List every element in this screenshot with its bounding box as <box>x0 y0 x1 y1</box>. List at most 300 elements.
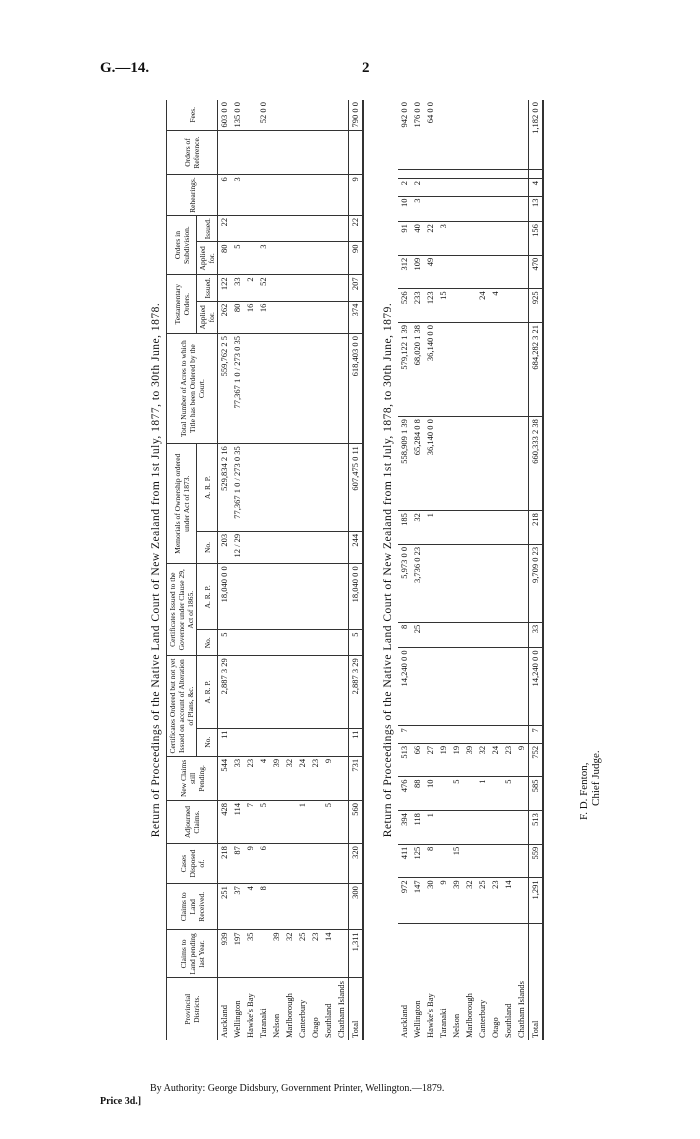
value-cell <box>515 511 529 545</box>
table-row <box>322 100 335 1040</box>
value-cell <box>489 255 502 289</box>
value-cell: 559 <box>529 844 544 878</box>
value-cell <box>489 179 502 197</box>
value-cell <box>296 301 309 333</box>
value-cell: 5 <box>322 800 335 843</box>
value-cell <box>515 196 529 222</box>
value-cell <box>231 728 244 756</box>
value-cell: 22 <box>349 215 364 242</box>
value-cell <box>270 564 283 630</box>
value-cell: 411 <box>398 844 411 878</box>
col-received: Claims to Land Received. <box>167 884 218 930</box>
value-cell: 731 <box>349 756 364 800</box>
value-cell: 526 <box>398 289 411 323</box>
value-cell <box>489 323 502 417</box>
value-cell: 125 <box>411 844 424 878</box>
table-row <box>231 100 244 1040</box>
value-cell: 32 <box>283 930 296 978</box>
value-cell <box>489 622 502 648</box>
value-cell: 32 <box>463 878 476 924</box>
value-cell <box>424 169 437 178</box>
value-cell <box>309 656 322 728</box>
value-cell <box>476 417 489 511</box>
value-cell: 752 <box>529 743 544 777</box>
col-rehearings: Rehearings. <box>167 175 218 216</box>
value-cell <box>322 728 335 756</box>
value-cell <box>335 728 349 756</box>
value-cell: 80 <box>218 242 232 275</box>
value-cell: 14 <box>322 930 335 978</box>
value-cell: 25 <box>476 878 489 924</box>
value-cell <box>437 648 450 726</box>
value-cell <box>502 179 515 197</box>
value-cell <box>476 648 489 726</box>
sub-no: No. <box>197 531 218 563</box>
value-cell <box>296 100 309 130</box>
value-cell <box>502 844 515 878</box>
value-cell <box>463 777 476 811</box>
value-cell <box>349 130 364 175</box>
value-cell <box>335 756 349 800</box>
value-cell <box>489 844 502 878</box>
value-cell: 27 <box>424 743 437 777</box>
value-cell: 8 <box>398 622 411 648</box>
value-cell <box>283 215 296 242</box>
value-cell <box>450 417 463 511</box>
value-cell <box>502 222 515 256</box>
value-cell <box>231 630 244 656</box>
value-cell <box>270 630 283 656</box>
value-cell: 428 <box>218 800 232 843</box>
value-cell <box>515 179 529 197</box>
value-cell: 1 <box>424 511 437 545</box>
sub-issued: Issued. <box>197 215 218 242</box>
value-cell <box>502 726 515 744</box>
value-cell: 374 <box>349 301 364 333</box>
value-cell <box>463 511 476 545</box>
district-cell: Canterbury <box>297 999 307 1038</box>
value-cell <box>450 169 463 178</box>
value-cell <box>489 811 502 845</box>
value-cell: 23 <box>309 756 322 800</box>
printer-footer: By Authority: George Didsbury, Government Printer, Wellington.—1879. <box>150 1083 445 1094</box>
signature-title: Chief Judge. <box>590 750 602 806</box>
value-cell <box>463 417 476 511</box>
value-cell <box>231 215 244 242</box>
value-cell <box>463 255 476 289</box>
value-cell <box>515 417 529 511</box>
value-cell <box>437 179 450 197</box>
value-cell: 13 <box>529 196 544 222</box>
value-cell <box>296 215 309 242</box>
value-cell <box>231 130 244 175</box>
value-cell: 262 <box>218 301 232 333</box>
table-row <box>257 100 270 1040</box>
value-cell <box>424 726 437 744</box>
value-cell <box>450 255 463 289</box>
col-adjourned: Adjourned Claims. <box>167 800 218 843</box>
value-cell <box>335 175 349 216</box>
value-cell: 8 <box>257 884 270 930</box>
value-cell: 203 <box>218 531 232 563</box>
value-cell: 10 <box>424 777 437 811</box>
value-cell: 22 <box>218 215 232 242</box>
value-cell: 33 <box>231 275 244 301</box>
table-row <box>283 100 296 1040</box>
table-row <box>502 100 515 1040</box>
value-cell <box>515 648 529 726</box>
value-cell <box>476 100 489 169</box>
value-cell <box>322 656 335 728</box>
value-cell: 135 0 0 <box>231 100 244 130</box>
value-cell <box>450 289 463 323</box>
value-cell: 68,020 1 38 <box>411 323 424 417</box>
value-cell <box>437 169 450 178</box>
value-cell <box>515 222 529 256</box>
doc-code: G.—14. <box>100 60 150 76</box>
table-row <box>476 100 489 1040</box>
value-cell <box>437 622 450 648</box>
value-cell <box>309 130 322 175</box>
value-cell: 1,291 <box>529 878 544 924</box>
value-cell <box>283 175 296 216</box>
value-cell: 18,040 0 0 <box>218 564 232 630</box>
value-cell <box>270 800 283 843</box>
value-cell <box>489 100 502 169</box>
value-cell: 513 <box>529 811 544 845</box>
value-cell: 942 0 0 <box>398 100 411 169</box>
value-cell: 9 <box>244 844 257 884</box>
value-cell <box>322 884 335 930</box>
price: Price 3d.] <box>100 1096 142 1107</box>
value-cell <box>257 130 270 175</box>
value-cell <box>476 196 489 222</box>
value-cell <box>322 630 335 656</box>
value-cell <box>270 242 283 275</box>
table-row <box>296 100 309 1040</box>
value-cell: 6 <box>257 844 270 884</box>
table-row <box>437 100 450 1040</box>
value-cell <box>257 728 270 756</box>
value-cell: 300 <box>349 884 364 930</box>
value-cell: 5 <box>349 630 364 656</box>
value-cell: 16 <box>244 301 257 333</box>
value-cell: 618,403 0 0 <box>349 333 364 443</box>
value-cell <box>515 622 529 648</box>
value-cell <box>515 726 529 744</box>
value-cell <box>257 656 270 728</box>
district-cell: Wellington <box>412 1000 422 1038</box>
value-cell <box>489 222 502 256</box>
value-cell <box>411 726 424 744</box>
value-cell <box>463 196 476 222</box>
value-cell <box>309 444 322 532</box>
col-new-pending: New Claims still Pending. <box>167 756 218 800</box>
value-cell: 207 <box>349 275 364 301</box>
value-cell: 40 <box>411 222 424 256</box>
value-cell <box>270 301 283 333</box>
value-cell <box>270 728 283 756</box>
value-cell <box>489 777 502 811</box>
value-cell <box>296 333 309 443</box>
district-cell: Southland <box>323 1003 333 1038</box>
value-cell <box>529 169 544 178</box>
value-cell: 8 <box>424 844 437 878</box>
value-cell: 2 <box>411 179 424 197</box>
value-cell <box>515 811 529 845</box>
value-cell: 251 <box>218 884 232 930</box>
sub-applied: Applied for. <box>197 242 218 275</box>
value-cell: 529,834 2 16 <box>218 444 232 532</box>
value-cell: 39 <box>270 930 283 978</box>
value-cell: 5 <box>450 777 463 811</box>
value-cell: 9 <box>349 175 364 216</box>
value-cell <box>296 728 309 756</box>
value-cell: 1 <box>296 800 309 843</box>
value-cell: 15 <box>437 289 450 323</box>
value-cell: 312 <box>398 255 411 289</box>
value-cell <box>450 811 463 845</box>
table-row <box>270 100 283 1040</box>
value-cell <box>437 811 450 845</box>
value-cell <box>270 175 283 216</box>
value-cell <box>244 333 257 443</box>
value-cell: 5 <box>218 630 232 656</box>
value-cell <box>476 511 489 545</box>
value-cell <box>476 179 489 197</box>
value-cell <box>411 169 424 178</box>
value-cell <box>476 811 489 845</box>
value-cell <box>463 648 476 726</box>
value-cell <box>244 100 257 130</box>
col-reference: Orders of Reference. <box>167 130 218 175</box>
value-cell <box>296 444 309 532</box>
signature <box>578 750 602 820</box>
value-cell <box>476 726 489 744</box>
value-cell <box>244 444 257 532</box>
district-cell: Total <box>349 978 364 1040</box>
value-cell <box>502 648 515 726</box>
value-cell: 24 <box>476 289 489 323</box>
value-cell <box>502 169 515 178</box>
value-cell <box>515 777 529 811</box>
value-cell <box>283 728 296 756</box>
district-cell: Hawke's Bay <box>245 993 255 1038</box>
value-cell <box>244 242 257 275</box>
col-testamentary: Testamentary Orders. <box>167 275 197 334</box>
value-cell: 77,367 1 0 / 273 0 35 <box>231 444 244 532</box>
value-cell <box>283 656 296 728</box>
value-cell <box>296 242 309 275</box>
value-cell <box>463 289 476 323</box>
value-cell <box>335 844 349 884</box>
col-subdivision: Orders in Subdivision. <box>167 215 197 274</box>
value-cell <box>515 323 529 417</box>
value-cell: 33 <box>529 622 544 648</box>
value-cell: 5,973 0 0 <box>398 544 411 622</box>
value-cell <box>450 179 463 197</box>
value-cell: 218 <box>529 511 544 545</box>
value-cell: 123 <box>424 289 437 323</box>
col-total-acres: Total Number of Acres to which Title has been Ordered by the Court. <box>167 333 218 443</box>
value-cell <box>283 100 296 130</box>
value-cell: 22 <box>424 222 437 256</box>
value-cell: 156 <box>529 222 544 256</box>
value-cell: 32 <box>476 743 489 777</box>
value-cell <box>283 130 296 175</box>
value-cell <box>437 100 450 169</box>
value-cell: 9 <box>322 756 335 800</box>
value-cell <box>424 648 437 726</box>
value-cell: 476 <box>398 777 411 811</box>
value-cell <box>283 844 296 884</box>
value-cell: 14 <box>502 878 515 924</box>
value-cell <box>424 196 437 222</box>
sub-issued: Issued. <box>197 275 218 301</box>
sub-arp: A. R. P. <box>197 656 218 728</box>
value-cell: 925 <box>529 289 544 323</box>
value-cell <box>335 444 349 532</box>
value-cell <box>502 255 515 289</box>
value-cell <box>322 333 335 443</box>
value-cell <box>437 777 450 811</box>
table-row <box>411 100 424 1040</box>
value-cell: 39 <box>450 878 463 924</box>
value-cell <box>489 648 502 726</box>
value-cell <box>309 564 322 630</box>
value-cell: 37 <box>231 884 244 930</box>
value-cell <box>283 531 296 563</box>
value-cell: 52 0 0 <box>257 100 270 130</box>
value-cell <box>322 844 335 884</box>
value-cell <box>335 531 349 563</box>
value-cell: 9,709 0 23 <box>529 544 544 622</box>
value-cell <box>450 726 463 744</box>
district-cell: Nelson <box>271 1013 281 1038</box>
value-cell <box>283 242 296 275</box>
value-cell: 30 <box>424 878 437 924</box>
table-row <box>309 100 322 1040</box>
district-cell: Hawke's Bay <box>425 993 435 1038</box>
value-cell <box>437 323 450 417</box>
district-cell: Wellington <box>232 1000 242 1038</box>
value-cell: 12 / 29 <box>231 531 244 563</box>
returns-table-1878 <box>398 100 544 1040</box>
value-cell <box>450 100 463 169</box>
col-pending: Claims to Land pending last Year. <box>167 930 218 978</box>
district-cell: Taranaki <box>258 1008 268 1038</box>
value-cell <box>296 844 309 884</box>
value-cell <box>283 564 296 630</box>
value-cell <box>322 301 335 333</box>
total-row <box>349 100 364 1040</box>
value-cell <box>296 884 309 930</box>
district-cell: Total <box>529 924 544 1040</box>
district-cell: Auckland <box>399 1004 409 1038</box>
value-cell: 147 <box>411 878 424 924</box>
value-cell: 4 <box>529 179 544 197</box>
value-cell: 3 <box>257 242 270 275</box>
value-cell <box>309 884 322 930</box>
value-cell: 939 <box>218 930 232 978</box>
district-cell: Nelson <box>451 1013 461 1038</box>
value-cell <box>476 544 489 622</box>
value-cell <box>476 844 489 878</box>
value-cell: 90 <box>349 242 364 275</box>
value-cell: 3 <box>411 196 424 222</box>
value-cell: 9 <box>437 878 450 924</box>
value-cell <box>309 215 322 242</box>
value-cell: 91 <box>398 222 411 256</box>
page-number: 2 <box>362 60 370 76</box>
value-cell <box>283 444 296 532</box>
value-cell <box>244 656 257 728</box>
value-cell <box>296 564 309 630</box>
value-cell <box>270 275 283 301</box>
value-cell <box>450 511 463 545</box>
value-cell: 35 <box>244 930 257 978</box>
value-cell: 19 <box>437 743 450 777</box>
value-cell <box>283 275 296 301</box>
value-cell: 660,333 2 38 <box>529 417 544 511</box>
value-cell <box>244 175 257 216</box>
value-cell: 15 <box>450 844 463 878</box>
table-row <box>489 100 502 1040</box>
district-cell: Otago <box>310 1017 320 1038</box>
value-cell <box>244 215 257 242</box>
value-cell <box>437 417 450 511</box>
value-cell <box>515 844 529 878</box>
value-cell <box>424 622 437 648</box>
value-cell <box>463 811 476 845</box>
value-cell: 39 <box>270 756 283 800</box>
value-cell: 579,122 1 39 <box>398 323 411 417</box>
value-cell: 66 <box>411 743 424 777</box>
value-cell <box>257 930 270 978</box>
value-cell: 19 <box>450 743 463 777</box>
value-cell <box>450 222 463 256</box>
value-cell: 88 <box>411 777 424 811</box>
value-cell: 23 <box>489 878 502 924</box>
value-cell <box>335 656 349 728</box>
value-cell <box>322 275 335 301</box>
value-cell <box>502 196 515 222</box>
value-cell <box>244 564 257 630</box>
value-cell <box>437 196 450 222</box>
value-cell: 2 <box>398 179 411 197</box>
value-cell <box>257 333 270 443</box>
value-cell <box>463 222 476 256</box>
value-cell: 185 <box>398 511 411 545</box>
col-certs-governor: Certificates Issued to the Governor under Clause 29, Act of 1865. <box>167 564 197 656</box>
value-cell: 1,311 <box>349 930 364 978</box>
value-cell: 23 <box>309 930 322 978</box>
value-cell <box>296 175 309 216</box>
value-cell: 32 <box>283 756 296 800</box>
value-cell <box>270 215 283 242</box>
district-cell: Canterbury <box>477 999 487 1038</box>
value-cell: 513 <box>398 743 411 777</box>
value-cell: 603 0 0 <box>218 100 232 130</box>
value-cell <box>502 622 515 648</box>
value-cell: 5 <box>502 777 515 811</box>
value-cell: 4 <box>244 884 257 930</box>
value-cell: 4 <box>489 289 502 323</box>
returns-table-1877 <box>166 100 364 1040</box>
value-cell: 6 <box>218 175 232 216</box>
col-disposed: Cases Disposed of. <box>167 844 218 884</box>
value-cell <box>335 333 349 443</box>
